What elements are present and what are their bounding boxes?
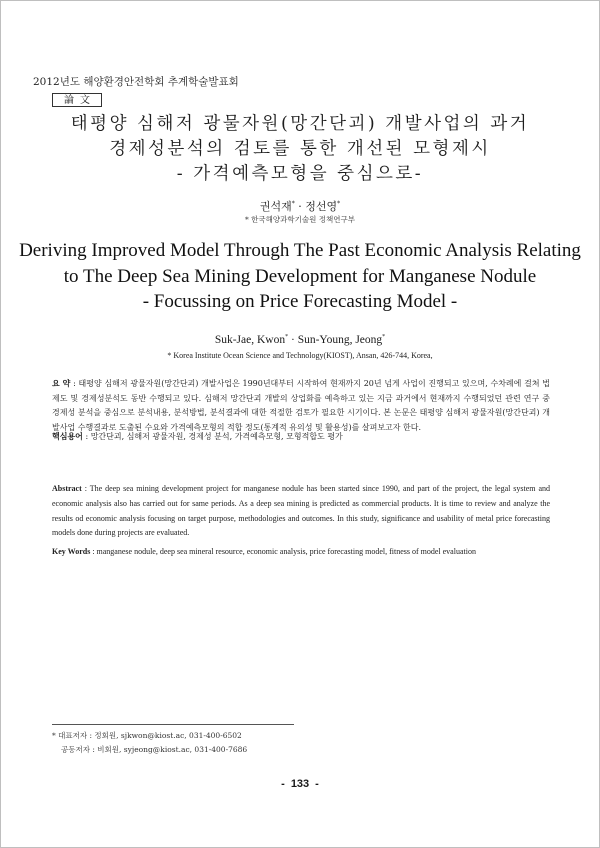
korean-keywords xyxy=(52,429,550,445)
korean-abstract-label: 요 약 xyxy=(52,378,71,388)
english-authors xyxy=(0,334,600,346)
english-abstract xyxy=(52,482,550,541)
footnote-corresponding-author: * 대표저자 : 정회원, sjkwon@kiost.ac, 031-400-6502 xyxy=(52,731,242,740)
author-mark: * xyxy=(291,200,295,208)
author-mark: * xyxy=(382,334,386,341)
english-keywords-label: Key Words xyxy=(52,547,91,556)
english-keywords xyxy=(52,545,550,560)
english-keywords-text: : manganese nodule, deep sea mineral resource, economic analysis, price forecasting model, fitness of model evaluation xyxy=(90,547,476,556)
author-separator: · xyxy=(290,334,295,346)
korean-keywords-text: : 망간단괴, 심해저 광물자원, 경제성 분석, 가격예측모형, 모형적합도 평가 xyxy=(82,432,343,441)
english-affiliation: * Korea Institute Ocean Science and Technology(KIOST), Ansan, 426-744, Korea, xyxy=(167,351,433,360)
korean-abstract-text: : 태평양 심해저 광물자원(망간단괴) 개발사업은 1990년대부터 시작하여 현재까지 20년 넘게 사업이 진행되고 있으며, 수차례에 걸쳐 법 제도 및 경제성분석도 동반 수행되고 있다. 심해저 망간단괴 개발의 상업화를 예측하고 있는 지금 과거에서 현재까지 수행되었던 관련 연구 중 경제성 분석을 중심으로 분석내용, 분석방법, 분석결과에 대한 적절한 검토가 필요한 시기이다. 본 논문은 태평양 심해저 광물자원(망간단괴) 개발사업 수행결과로 도출된 수요와 가격예측모형의 적합 정도(통계적 유의성 및 활용성)를 살펴보고자 한다. xyxy=(52,379,550,432)
author-separator: · xyxy=(298,200,302,213)
korean-author-1: 권석재 xyxy=(259,200,292,213)
korean-affiliation: * 한국해양과학기술원 정책연구부 xyxy=(245,215,355,224)
korean-author-2: 정선영 xyxy=(305,200,338,213)
korean-authors xyxy=(0,198,600,214)
footnote-coauthor: 공동저자 : 비회원, syjeong@kiost.ac, 031-400-7686 xyxy=(61,745,248,754)
korean-abstract xyxy=(52,376,550,435)
korean-title-line-2: 경제성분석의 검토를 통한 개선된 모형제시 xyxy=(109,139,491,159)
page-number-value: 133 xyxy=(290,778,310,790)
conference-header: 2012년도 해양환경안전학회 추계학술발표회 xyxy=(33,76,239,88)
footnote-divider xyxy=(52,724,294,725)
english-title-line-1: Deriving Improved Model Through The Past Economic Analysis Relating xyxy=(19,240,581,261)
korean-keywords-label: 핵심용어 xyxy=(52,431,83,441)
english-title-line-2: to The Deep Sea Mining Development for Manganese Nodule xyxy=(63,266,537,287)
english-title-line-3: - Focussing on Price Forecasting Model - xyxy=(142,291,458,312)
page-number: - 133 - xyxy=(281,778,319,790)
korean-title-line-3: - 가격예측모형을 중심으로- xyxy=(176,164,424,184)
english-author-2: Sun-Young, Jeong xyxy=(297,334,383,346)
english-abstract-label: Abstract xyxy=(52,484,82,493)
korean-title-line-1: 태평양 심해저 광물자원(망간단괴) 개발사업의 과거 xyxy=(70,114,530,134)
author-mark: * xyxy=(337,200,341,208)
english-abstract-text: : The deep sea mining development project for manganese nodule has been started since 1990, and part of the project, the legal system and economic analysis also has carried out for same periods. As a deep sea mining is predicted as commercial products. It is time to review and analyze the results od economic analysis focusing on target purpose, methodologies and outcomes. In this study, significance and usability of metal price forecasting models done during projects are evaluated. xyxy=(52,484,550,538)
author-mark: * xyxy=(285,334,289,341)
paper-type-badge: 論文 xyxy=(52,93,102,107)
english-author-1: Suk-Jae, Kwon xyxy=(214,334,286,346)
